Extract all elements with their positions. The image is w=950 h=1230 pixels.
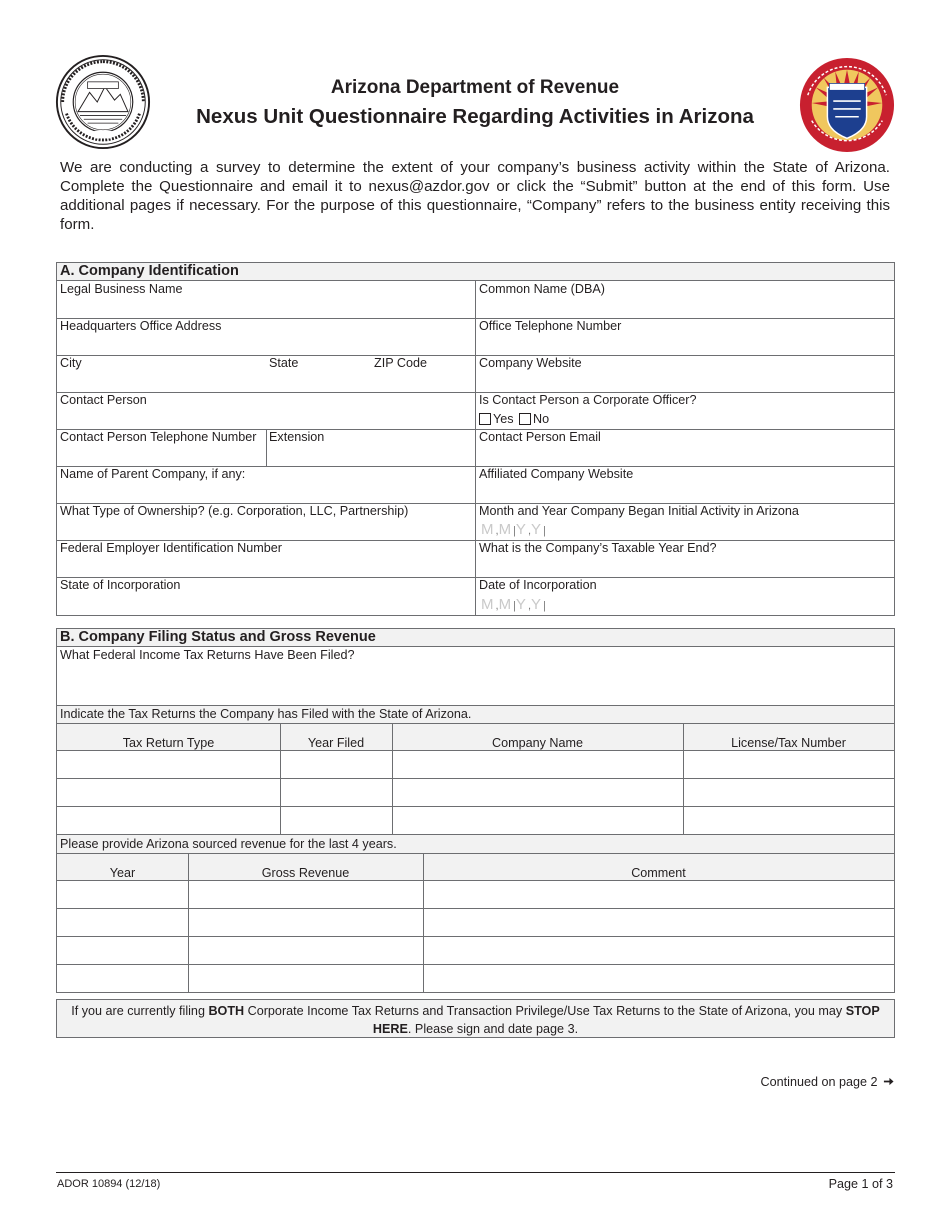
- header-tax-return-type: Tax Return Type: [122, 736, 215, 750]
- fein-field[interactable]: Federal Employer Identification Number: [60, 541, 282, 555]
- footer-rule: [56, 1172, 895, 1173]
- ownership-type-field[interactable]: What Type of Ownership? (e.g. Corporation, LLC, Partnership): [60, 504, 409, 518]
- yes-label: Yes: [493, 412, 514, 426]
- zip-code-field[interactable]: ZIP Code: [374, 356, 427, 370]
- header-company-name: Company Name: [492, 736, 583, 750]
- officer-checkbox-group: [479, 412, 549, 426]
- header-year: Year: [109, 866, 136, 880]
- city-field[interactable]: City: [60, 356, 82, 370]
- taxable-year-end-field[interactable]: What is the Company’s Taxable Year End?: [479, 541, 717, 555]
- section-b-title: B. Company Filing Status and Gross Revenue: [57, 629, 894, 647]
- no-label: No: [533, 412, 550, 426]
- date-of-incorporation-input[interactable]: M,M|Y,Y|: [481, 596, 546, 613]
- ador-badge-icon: [798, 56, 896, 154]
- corporate-officer-question: Is Contact Person a Corporate Officer?: [479, 393, 697, 407]
- continued-note: Continued on page 2: [700, 1075, 894, 1089]
- began-activity-date-input[interactable]: M,M|Y,Y|: [481, 521, 546, 538]
- contact-phone-field[interactable]: Contact Person Telephone Number: [60, 430, 257, 444]
- section-a-company-identification: [56, 262, 895, 616]
- parent-company-field[interactable]: Name of Parent Company, if any:: [60, 467, 246, 481]
- yes-checkbox[interactable]: [479, 413, 491, 425]
- page-number: Page 1 of 3: [828, 1177, 893, 1191]
- form-id: ADOR 10894 (12/18): [57, 1178, 161, 1190]
- contact-email-field[interactable]: Contact Person Email: [479, 430, 601, 444]
- stop-here-notice: If you are currently filing BOTH Corporate Income Tax Returns and Transaction Privilege/Use Tax Returns to the State of Arizona, you may STOP HERE. Please sign and date page 3.: [56, 999, 895, 1038]
- state-field[interactable]: State: [269, 356, 299, 370]
- form-title: Nexus Unit Questionnaire Regarding Activities in Arizona: [196, 105, 754, 128]
- header-license-tax-number: License/Tax Number: [731, 736, 846, 750]
- headquarters-address-field[interactable]: Headquarters Office Address: [60, 319, 222, 333]
- arrow-right-icon: [883, 1076, 894, 1087]
- revenue-table-body[interactable]: [57, 881, 894, 992]
- date-of-incorporation-label: Date of Incorporation: [479, 578, 597, 592]
- federal-returns-field[interactable]: What Federal Income Tax Returns Have Been Filed?: [60, 648, 355, 662]
- agency-name: Arizona Department of Revenue: [330, 77, 620, 98]
- state-of-incorporation-field[interactable]: State of Incorporation: [60, 578, 181, 592]
- no-checkbox[interactable]: [519, 413, 531, 425]
- intro-paragraph: We are conducting a survey to determine the extent of your company’s business activity within the State of Arizona. Complete the Questionnaire and email it to nexus@azdor.gov or click the “Submit” button at the end of this form. Use additional pages if necessary. For the purpose of this questionnaire, “Company” refers to the business entity receiving this form.: [60, 159, 890, 233]
- contact-person-field[interactable]: Contact Person: [60, 393, 147, 407]
- az-returns-prompt: Indicate the Tax Returns the Company has Filed with the State of Arizona.: [60, 707, 472, 721]
- legal-business-name-field[interactable]: Legal Business Name: [60, 282, 183, 296]
- company-website-field[interactable]: Company Website: [479, 356, 582, 370]
- header-gross-revenue: Gross Revenue: [261, 866, 350, 880]
- dba-field[interactable]: Common Name (DBA): [479, 282, 605, 296]
- revenue-prompt: Please provide Arizona sourced revenue for the last 4 years.: [60, 837, 397, 851]
- header-comment: Comment: [631, 866, 686, 880]
- header-year-filed: Year Filed: [307, 736, 365, 750]
- tax-returns-table-body[interactable]: [57, 751, 894, 834]
- began-activity-label: Month and Year Company Began Initial Activity in Arizona: [479, 504, 799, 518]
- extension-field[interactable]: Extension: [269, 430, 325, 444]
- affiliated-website-field[interactable]: Affiliated Company Website: [479, 467, 634, 481]
- office-telephone-field[interactable]: Office Telephone Number: [479, 319, 622, 333]
- section-a-title: A. Company Identification: [57, 263, 894, 281]
- section-b-filing-status: [56, 628, 895, 993]
- great-seal-of-arizona-icon: [55, 54, 151, 150]
